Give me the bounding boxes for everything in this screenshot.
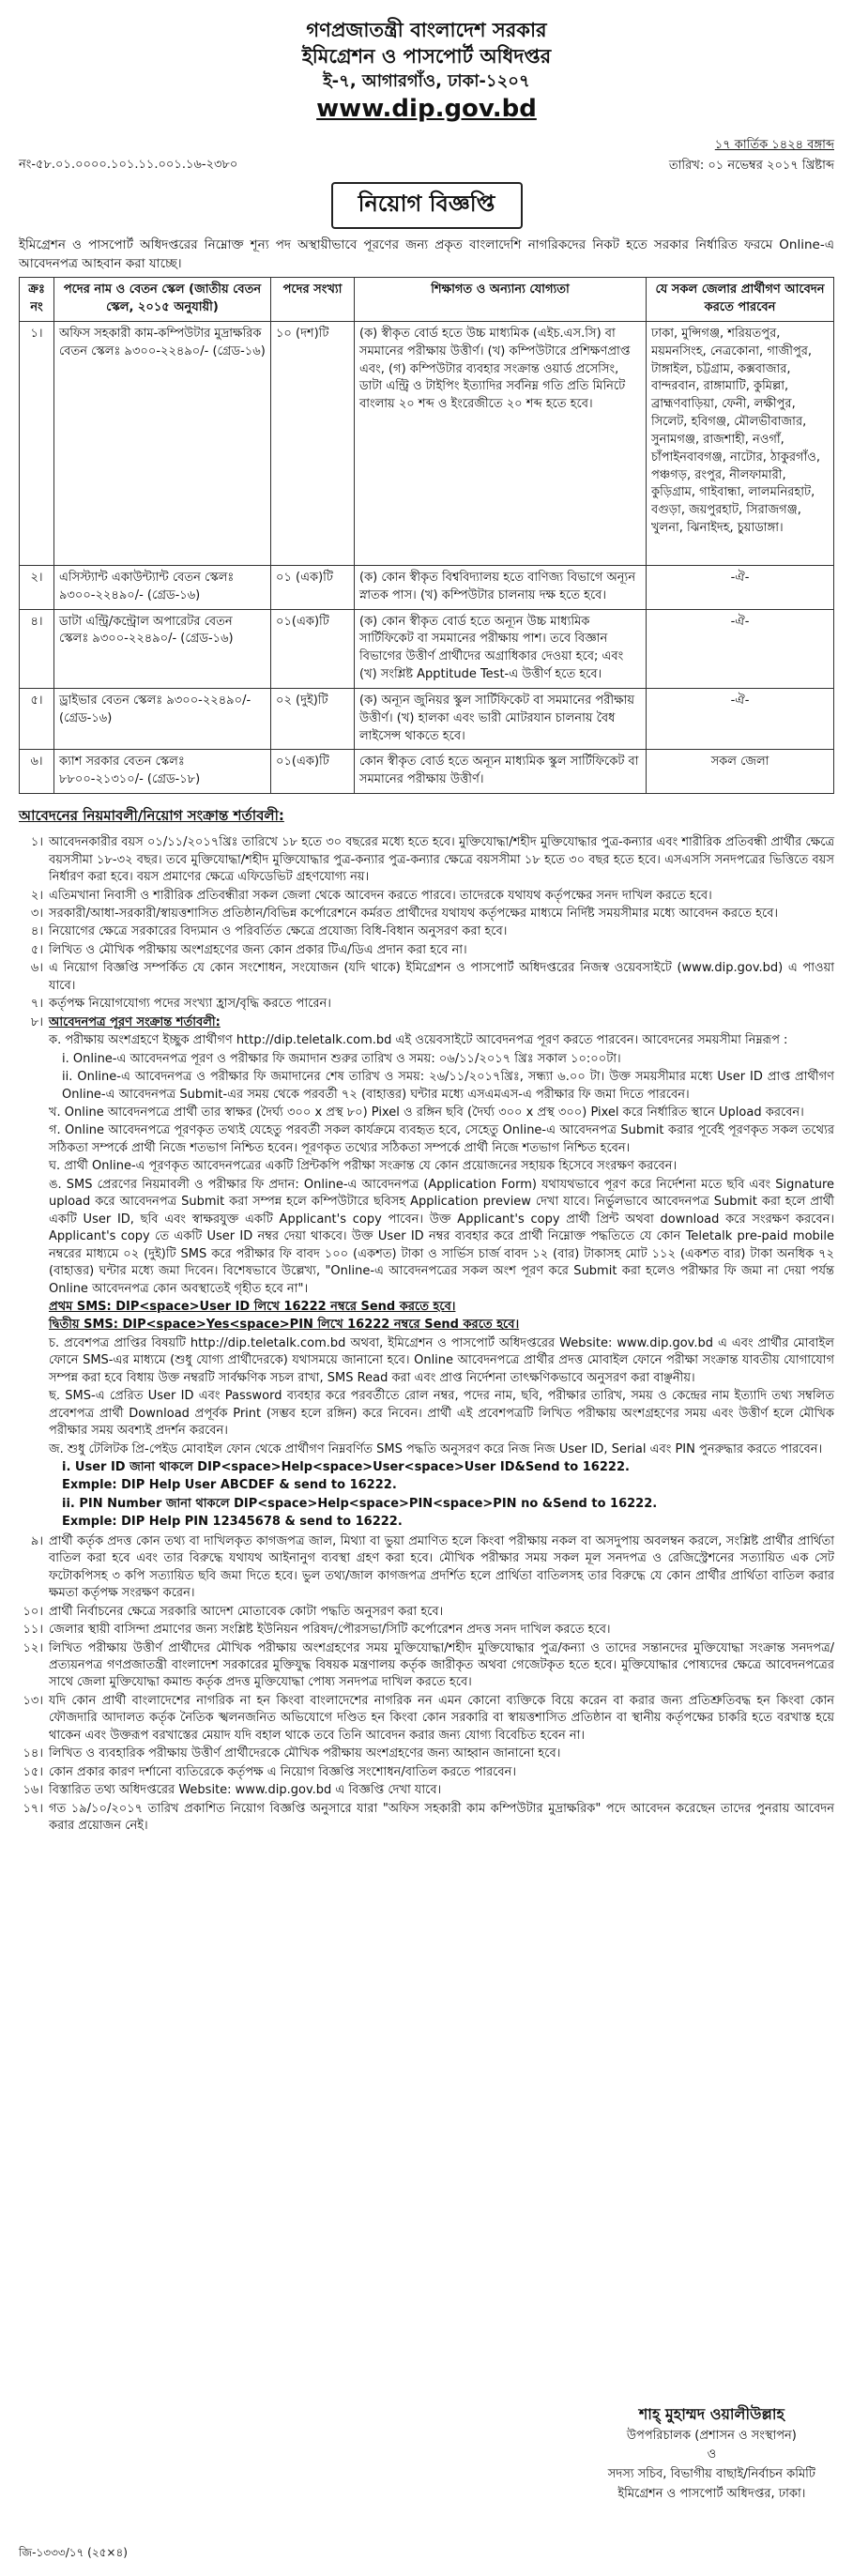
- rule-number: ১৪।: [23, 1746, 43, 1761]
- rule-text: প্রার্থী নির্বাচনের ক্ষেত্রে সরকারি আদেশ মোতাবেক কোটা পদ্ধতি অনুসরণ করা হবে।: [49, 1604, 444, 1619]
- date-gregorian: ০১ নভেম্বর ২০১৭ খ্রিষ্টাব্দ: [708, 159, 834, 174]
- rule8-kha: খ. Online আবেদনপত্রে প্রার্থী তার স্বাক্ষর (দৈর্ঘ্য ৩০০ x প্রস্থ ৮০) Pixel ও রঙ্গিন ছবি (দৈর্ঘ্য ৩০০ x প্রস্থ ৩০০) Pixel করে নির্ধারিত স্থানে Upload করবেন।: [49, 1105, 804, 1120]
- print-code: জি-১৩৩৩/১৭ (২৫×৪): [19, 2546, 128, 2559]
- rule-number: ১৫।: [23, 1764, 43, 1779]
- cell-serial: ৫।: [20, 688, 54, 750]
- rule-number: ১১।: [23, 1623, 43, 1638]
- cell-districts: -ঐ-: [647, 688, 834, 750]
- list-item: [19, 1764, 834, 1781]
- rule-number: ৯।: [30, 1533, 43, 1548]
- list-item: [19, 942, 834, 959]
- rule-number: ৭।: [30, 997, 43, 1012]
- recover-userid: i. User ID জানা থাকলে DIP<space>Help<space>User<space>User ID&Send to 16222.: [62, 1460, 630, 1475]
- cell-serial: ১।: [20, 321, 54, 565]
- list-item: [19, 1782, 834, 1799]
- rule-text: কর্তৃপক্ষ নিয়োগযোগ্য পদের সংখ্যা হ্রাস/বৃদ্ধি করতে পারেন।: [49, 997, 331, 1012]
- cell-districts: -ঐ-: [647, 565, 834, 609]
- list-item: [19, 1014, 834, 1532]
- govt-name: গণপ্রজাতন্ত্রী বাংলাদেশ সরকার: [306, 19, 547, 41]
- col-districts: যে সকল জেলার প্রার্থীগণ আবেদন করতে পারবেন: [647, 278, 834, 322]
- list-item: [19, 1604, 834, 1621]
- rule-number: ২।: [30, 888, 43, 903]
- sms-first: প্রথম SMS: DIP<space>User ID লিখে 16222 নম্বরে Send করতে হবে।: [49, 1299, 456, 1314]
- cell-qualification: কোন স্বীকৃত বোর্ড হতে অন্যূন মাধ্যমিক স্কুল সার্টিফিকেট বা সমমানের পরীক্ষায় উত্তীর্ণ।: [355, 750, 647, 794]
- rule-text: লিখিত ও মৌখিক পরীক্ষায় অংশগ্রহণের জন্য কোন প্রকার টিএ/ডিএ প্রদান করা হবে না।: [49, 942, 467, 957]
- cell-post: এসিস্ট্যান্ট একাউন্ট্যান্ট বেতন স্কেলঃ ৯৩০০-২২৪৯০/- (গ্রেড-১৬): [54, 565, 271, 609]
- rule-number: ৫।: [30, 942, 43, 957]
- rule-text: এ নিয়োগ বিজ্ঞপ্তি সম্পর্কিত যে কোন সংশোধন, সংযোজন (যদি থাকে) ইমিগ্রেশন ও পাসপোর্ট অধিদপ্তরের নিজস্ব ওয়েবসাইটে (www.dip.gov.bd) এ পাওয়া যাবে।: [49, 961, 834, 993]
- rule8-uma: ঙ. SMS প্রেরণের নিয়মাবলী ও পরীক্ষার ফি প্রদান: Online-এ আবেদনপত্র (Application Form) যথাযথভাবে পূরণ করে নির্দেশনা মতে ছবি এবং Signature upload করে আবেদনপত্র Submit করা সম্পন্ন হলে কম্পিউটারে ছবিসহ Application preview দেখা যাবে। নির্ভুলভাবে আবেদনপত্র Submit করা হলে প্রার্থী একটি User ID, ছবি এবং স্বাক্ষরযুক্ত একটি Applicant's copy পাবেন। উক্ত Applicant's copy প্রার্থী প্রিন্ট অথবা download করে সংরক্ষণ করবেন। Applicant's copy তে একটি User ID নম্বর দেয়া থাকবে। উক্ত User ID নম্বর ব্যবহার করে প্রার্থী নিম্নোক্ত পদ্ধতিতে যে কোন Teletalk pre-paid mobile নম্বরের মাধ্যমে ০২ (দুই)টি SMS করে পরীক্ষার ফি বাবদ ১০০ (একশত) টাকা ও সার্ভিস চার্জ বাবদ ১২ (বার) টাকাসহ মোট ১১২ (একশত বার) টাকা অনধিক ৭২ (বাহাত্তর) ঘন্টার মধ্যে জমা দিবেন। বিশেষভাবে উল্লেখ্য, "Online-এ আবেদনপত্রের সকল অংশ পূরণ করে Submit করা হলেও পরীক্ষার ফি জমা না দেয়া পর্যন্ত Online আবেদনপত্র কোন অবস্থাতেই গৃহীত হবে না"।: [49, 1177, 834, 1296]
- cell-post: অফিস সহকারী কাম-কম্পিউটার মুদ্রাক্ষরিক বেতন স্কেলঃ ৯৩০০-২২৪৯০/- (গ্রেড-১৬): [54, 321, 271, 565]
- cell-districts: সকল জেলা: [647, 750, 834, 794]
- reference-row: [19, 135, 834, 180]
- notice-title: নিয়োগ বিজ্ঞপ্তি: [331, 182, 523, 229]
- rule-text: আবেদনপত্র পূরণ সংক্রান্ত শর্তাবলী:: [49, 1014, 221, 1029]
- list-item: [19, 1693, 834, 1745]
- cell-count: ০১ (এক)টি: [271, 565, 355, 609]
- rule-text: এতিমখানা নিবাসী ও শারীরিক প্রতিবন্ধীরা সকল জেলা থেকে আবেদন করতে পারবে। তাদেরকে যথাযথ কর্তৃপক্ষের সনদ দাখিল করতে হবে।: [49, 888, 712, 903]
- rule-number: ১২।: [23, 1640, 43, 1655]
- rule-number: ১৩।: [23, 1693, 43, 1708]
- rule-text: প্রার্থী কর্তৃক প্রদত্ত কোন তথ্য বা দাখিলকৃত কাগজপত্র জাল, মিথ্যা বা ভুয়া প্রমাণিত হলে কিংবা পরীক্ষায় নকল বা অসদুপায় অবলম্বন করলে, সংশ্লিষ্ট প্রার্থীর প্রার্থিতা বাতিল করা হবে এবং তার বিরুদ্ধে যথাযথ আইনানুগ ব্যবস্থা গ্রহণ করা হবে। মৌখিক পরীক্ষার সময় সকল মূল সনদপত্র ও রেজিস্ট্রেশনের সত্যায়িত এক সেট ফটোকপিসহ ৩ কপি সত্যায়িত ছবি জমা দিতে হবে। ভুল তথ্য/জাল কাগজপত্র প্রদর্শিত হলে প্রার্থিতা বাতিলসহ তার বিরুদ্ধে যে কোন প্রার্থীর প্রার্থিতা বাতিল করার ক্ষমতা কর্তৃপক্ষ সংরক্ষণ করেন।: [49, 1533, 834, 1601]
- cell-serial: ৪।: [20, 609, 54, 688]
- rule-number: ১।: [30, 835, 43, 850]
- list-item: [19, 888, 834, 905]
- rule-text: আবেদনকারীর বয়স ০১/১১/২০১৭খ্রিঃ তারিখে ১৮ হতে ৩০ বছরের মধ্যে হতে হবে। মুক্তিযোদ্ধা/শহীদ মুক্তিযোদ্ধার পুত্র-কন্যার এবং শারীরিক প্রতিবন্ধী প্রার্থীর ক্ষেত্রে বয়সসীমা ১৮-৩২ বছর। তবে মুক্তিযোদ্ধা/শহীদ মুক্তিযোদ্ধার পুত্র-কন্যার পুত্র-কন্যার ক্ষেত্রে বয়সসীমা ১৮ হতে ৩০ বছর হতে হবে। এসএসসি সনদপত্রের ভিত্তিতে বয়স নির্ধারণ করা হবে। বয়স প্রমাণের ক্ষেত্রে এফিডেভিট গ্রহণযোগ্য নয়।: [49, 835, 834, 885]
- col-count: পদের সংখ্যা: [271, 278, 355, 322]
- cell-post: ক্যাশ সরকার বেতন স্কেলঃ ৮৮০০-২১৩১০/- (গ্রেড-১৮): [54, 750, 271, 794]
- list-item: [19, 834, 834, 886]
- table-row: [20, 688, 834, 750]
- cell-qualification: (ক) কোন স্বীকৃত বোর্ড হতে অন্যূন উচ্চ মাধ্যমিক সার্টিফিকেট বা সমমানের পরীক্ষায় পাশ। তবে বিজ্ঞান বিভাগের উত্তীর্ণ প্রার্থীদের অগ্রাধিকার দেওয়া হবে; এবং (খ) সংশ্লিষ্ট Apptitude Test-এ উত্তীর্ণ হতে হবে।: [355, 609, 647, 688]
- cell-districts: -ঐ-: [647, 609, 834, 688]
- rule-text: গত ১৯/১০/২০১৭ তারিখ প্রকাশিত নিয়োগ বিজ্ঞপ্তি অনুসারে যারা "অফিস সহকারী কাম কম্পিউটার মুদ্রাক্ষরিক" পদে আবেদন করেছেন তাদের পুনরায় আবেদন করার প্রয়োজন নেই।: [49, 1801, 834, 1834]
- cell-count: ০১(এক)টি: [271, 609, 355, 688]
- rule8-chha: ছ. SMS-এ প্রেরিত User ID এবং Password ব্যবহার করে পরবর্তীতে রোল নম্বর, পদের নাম, ছবি, পরীক্ষার তারিখ, সময় ও কেন্দ্রের নাম ইত্যাদি তথ্য সম্বলিত প্রবেশপত্র প্রার্থী Download প্রপূর্বক Print (সম্ভব হলে রঙ্গিন) করে নিবেন। প্রার্থী এই প্রবেশপত্রটি লিখিত পরীক্ষায় অংশগ্রহণের সময় এবং উত্তীর্ণ হলে মৌখিক পরীক্ষার সময় অবশ্যই প্রদর্শন করবেন।: [49, 1389, 834, 1439]
- signatory-conjunction: ও: [707, 2447, 717, 2462]
- rule-text: সরকারী/আধা-সরকারী/স্বায়ত্তশাসিত প্রতিষ্ঠান/বিভিন্ন কর্পোরেশনে কর্মরত প্রার্থীদের যথাযথ কর্তৃপক্ষের মাধ্যমে নির্দিষ্ট সময়সীমার মধ্যে আবেদন করতে হবে।: [49, 906, 779, 921]
- cell-districts: ঢাকা, মুন্সিগঞ্জ, শরিয়তপুর, ময়মনসিংহ, নেত্রকোনা, গাজীপুর, টাঙ্গাইল, চট্টগ্রাম, কক্সবাজার, বান্দরবান, রাঙ্গামাটি, কুমিল্লা, ব্রাহ্মণবাড়িয়া, ফেনী, লক্ষীপুর, সিলেট, হবিগঞ্জ, মৌলভীবাজার, সুনামগঞ্জ, রাজশাহী, নওগাঁ, চাঁপাইনবাবগঞ্জ, নাটোর, ঠাকুরগাঁও, পঞ্চগড়, রংপুর, নীলফামারী, কুড়িগ্রাম, গাইবান্ধা, লালমনিরহাট, বগুড়া, জয়পুরহাট, সিরাজগঞ্জ, খুলনা, ঝিনাইদহ, চুয়াডাঙ্গা।: [647, 321, 834, 565]
- department-name: ইমিগ্রেশন ও পাসপোর্ট অধিদপ্তর: [301, 45, 552, 69]
- col-serial: ক্রঃ নং: [20, 278, 54, 322]
- rule-text: যদি কোন প্রার্থী বাংলাদেশের নাগরিক না হন কিংবা বাংলাদেশের নাগরিক নন এমন কোনো ব্যক্তিকে বিয়ে করেন বা করার জন্য প্রতিশ্রুতিবদ্ধ হন কিংবা কোন ফৌজদারি আদালত কর্তৃক নৈতিক স্খলনজনিত অভিযোগে দণ্ডিত হন কিংবা কোন সরকারি বা স্বায়ত্তশাসিত প্রতিষ্ঠান বা স্থানীয় কর্তৃপক্ষের চাকরি হতে বরখাস্ত হয়ে থাকেন এবং উক্তরূপ বরখাস্তের মেয়াদ যদি বহাল থাকে তবে তিনি আবেদন করার জন্য যোগ্য বিবেচিত হবেন না।: [49, 1693, 834, 1743]
- table-row: [20, 565, 834, 609]
- cell-qualification: (ক) কোন স্বীকৃত বিশ্ববিদ্যালয় হতে বাণিজ্য বিভাগে অন্যূন স্নাতক পাস। (খ) কম্পিউটার চালনায় দক্ষ হতে হবে।: [355, 565, 647, 609]
- recover-pin-example: Exmple: DIP Help PIN 12345678 & send to 16222.: [62, 1515, 403, 1530]
- rule8-ja: জ. শুধু টেলিটক প্রি-পেইড মোবাইল ফোন থেকে প্রার্থীগণ নিম্নবর্ণিত SMS পদ্ধতি অনুসরণ করে নিজ নিজ User ID, Serial এবং PIN পুনরুদ্ধার করতে পারবেন।: [49, 1441, 823, 1456]
- list-item: [19, 906, 834, 922]
- cell-post: ড্রাইভার বেতন স্কেলঃ ৯৩০০-২২৪৯০/- (গ্রেড-১৬): [54, 688, 271, 750]
- intro-paragraph: ইমিগ্রেশন ও পাসপোর্ট অধিদপ্তরের নিম্নোক্ত শূন্য পদ অস্থায়ীভাবে পূরণের জন্য প্রকৃত বাংলাদেশি নাগরিকদের নিকট হতে সরকার নির্ধারিত ফরমে Online-এ আবেদনপত্র আহবান করা যাচ্ছে।: [19, 237, 834, 271]
- cell-serial: ২।: [20, 565, 54, 609]
- date-label: তারিখ:: [668, 159, 705, 174]
- table-header-row: [20, 278, 834, 322]
- rule-text: লিখিত ও ব্যবহারিক পরীক্ষায় উত্তীর্ণ প্রার্থীদেরকে মৌখিক পরীক্ষায় অংশগ্রহণের জন্য আহ্বান জানানো হবে।: [49, 1746, 561, 1761]
- cell-count: ০২ (দুই)টি: [271, 688, 355, 750]
- cell-serial: ৬।: [20, 750, 54, 794]
- table-row: [20, 609, 834, 688]
- signatory-office: ইমিগ্রেশন ও পাসপোর্ট অধিদপ্তর, ঢাকা।: [617, 2486, 806, 2501]
- rule-text: লিখিত পরীক্ষায় উত্তীর্ণ প্রার্থীদের মৌখিক পরীক্ষায় অংশগ্রহণের সময় মুক্তিযোদ্ধা/শহীদ মুক্তিযোদ্ধার পুত্র/কন্যা ও তাদের সন্তানদের মুক্তিযোদ্ধা সংক্রান্ত সনদপত্র/প্রত্যয়নপত্র গণপ্রজাতন্ত্রী বাংলাদেশ সরকারের মুক্তিযুদ্ধ বিষয়ক মন্ত্রণালয় কর্তৃক জারীকৃত অথবা গেজেটকৃত হতে হবে। মুক্তিযোদ্ধার পোষ্যদের ক্ষেত্রে আবেদনপত্রের সাথে জেলা মুক্তিযোদ্ধা কমান্ড কর্তৃক প্রদত্ত মুক্তিযোদ্ধা পোষ্য সনদপত্র দাখিল করতে হবে।: [49, 1640, 834, 1690]
- signatory-name: শাহ্ মুহাম্মদ ওয়ালীউল্লাহ: [638, 2405, 784, 2423]
- cell-qualification: (ক) স্বীকৃত বোর্ড হতে উচ্চ মাধ্যমিক (এইচ.এস.সি) বা সমমানের পরীক্ষায় উত্তীর্ণ। (খ) কম্পিউটারে প্রশিক্ষণপ্রাপ্ত এবং, (গ) কম্পিউটার ব্যবহার সংক্রান্ত ওয়ার্ড প্রসেসিং, ডাটা এন্ট্রি ও টাইপিং ইত্যাদির সর্বনিম্ন গতি প্রতি মিনিটে বাংলায় ২০ শব্দ ও ইংরেজীতে ২০ শব্দ হতে হবে।: [355, 321, 647, 565]
- list-item: [19, 1801, 834, 1836]
- list-item: [19, 1745, 834, 1762]
- vacancy-table: [19, 277, 834, 794]
- rule-text: নিয়োগের ক্ষেত্রে সরকারের বিদ্যমান ও পরিবর্তিত ক্ষেত্রে প্রযোজ্য বিধি-বিধান অনুসরণ করা হবে।: [49, 924, 508, 939]
- col-post: পদের নাম ও বেতন স্কেল (জাতীয় বেতন স্কেল, ২০১৫ অনুযায়ী): [54, 278, 271, 322]
- cell-qualification: (ক) অন্যূন জুনিয়র স্কুল সার্টিফিকেট বা সমমানের পরীক্ষায় উত্তীর্ণ। (খ) হালকা এবং ভারী মোটরযান চালনায় বৈধ লাইসেন্স থাকতে হবে।: [355, 688, 647, 750]
- signatory-committee: সদস্য সচিব, বিভাগীয় বাছাই/নির্বাচন কমিটি: [607, 2467, 815, 2482]
- table-row: [20, 750, 834, 794]
- rule8-ka: ক. পরীক্ষায় অংশগ্রহণে ইচ্ছুক প্রার্থীগণ http://dip.teletalk.com.bd এই ওয়েবসাইটে আবেদনপত্র পূরণ করতে পারবেন। আবেদনের সময়সীমা নিম্নরূপ :: [49, 1033, 788, 1048]
- department-website[interactable]: www.dip.gov.bd: [316, 94, 537, 123]
- col-qualification: শিক্ষাগত ও অন্যান্য যোগ্যতা: [355, 278, 647, 322]
- rules-heading: আবেদনের নিয়মাবলী/নিয়োগ সংক্রান্ত শর্তাবলী:: [19, 807, 284, 825]
- rule-number: ১৭।: [23, 1801, 43, 1816]
- rule-number: ৩।: [30, 906, 43, 921]
- recover-userid-example: Exmple: DIP Help User ABCDEF & send to 16222.: [62, 1478, 397, 1493]
- cell-post: ডাটা এন্ট্রি/কন্ট্রোল অপারেটর বেতন স্কেলঃ ৯৩০০-২২৪৯০/- (গ্রেড-১৬): [54, 609, 271, 688]
- list-item: [19, 1533, 834, 1603]
- rule-number: ১০।: [23, 1604, 43, 1619]
- rule8-cha: চ. প্রবেশপত্র প্রাপ্তির বিষয়টি http://dip.teletalk.com.bd অথবা, ইমিগ্রেশন ও পাসপোর্ট অধিদপ্তরের Website: www.dip.gov.bd এ এবং প্রার্থীর মোবাইল ফোনে SMS-এর মাধ্যমে (শুধু যোগ্য প্রার্থীদেরকে) যথাসময়ে জানানো হবে। Online আবেদনপত্রে প্রার্থীর প্রদত্ত মোবাইল ফোনে পরীক্ষা সংক্রান্ত যাবতীয় যোগাযোগ সম্পন্ন করা হবে বিধায় উক্ত নম্বরটি সার্বক্ষণিক সচল রাখা, SMS Read করা এবং প্রাপ্ত নির্দেশনা তাৎক্ষণিকভাবে অনুসরণ করা বাঞ্ছনীয়।: [49, 1335, 834, 1385]
- recover-pin: ii. PIN Number জানা থাকলে DIP<space>Help<space>PIN<space>PIN no &Send to 16222.: [62, 1496, 658, 1511]
- rule-number: ৬।: [30, 961, 43, 976]
- signatory-title: উপপরিচালক (প্রশাসন ও সংস্থাপন): [626, 2428, 797, 2443]
- rule-number: ৪।: [30, 924, 43, 939]
- list-item: [19, 1622, 834, 1639]
- rule8-start-time: i. Online-এ আবেদনপত্র পূরণ ও পরীক্ষার ফি জমাদান শুরুর তারিখ ও সময়: ০৬/১১/২০১৭ খ্রিঃ সকাল ১০:০০টা।: [62, 1051, 621, 1066]
- rule-number: ৮।: [30, 1014, 43, 1029]
- list-item: [19, 996, 834, 1013]
- notice-date: [669, 135, 834, 176]
- cell-count: ১০ (দশ)টি: [271, 321, 355, 565]
- rule-text: বিস্তারিত তথ্য অধিদপ্তরের Website: www.dip.gov.bd এ বিজ্ঞপ্তি দেখা যাবে।: [49, 1783, 442, 1798]
- rule-text: জেলার স্থায়ী বাসিন্দা প্রমাণের জন্য সংশ্লিষ্ট ইউনিয়ন পরিষদ/পৌরসভা/সিটি কর্পোরেশন প্রদত্ত সনদ দাখিল করতে হবে।: [49, 1623, 611, 1638]
- rule8-gha: ঘ. প্রার্থী Online-এ পূরণকৃত আবেদনপত্রের একটি প্রিন্টকপি পরীক্ষা সংক্রান্ত যে কোন প্রয়োজনের সহায়ক হিসেবে সংরক্ষণ করবেন।: [49, 1159, 678, 1174]
- list-item: [19, 923, 834, 940]
- department-address: ই-৭, আগারগাঁও, ঢাকা-১২০৭: [323, 70, 530, 91]
- rule-text: কোন প্রকার কারণ দর্শানো ব্যতিরেকে কর্তৃপক্ষ এ নিয়োগ বিজ্ঞপ্তি সংশোধন/বাতিল করতে পারবেন।: [49, 1764, 517, 1779]
- list-item: [19, 1640, 834, 1692]
- rule8-ga: গ. Online আবেদনপত্রে পূরণকৃত তথ্যই যেহেতু পরবর্তী সকল কার্যক্রমে ব্যবহৃত হবে, সেহেতু Online-এ আবেদনপত্র Submit করার পূর্বেই পূরণকৃত সকল তথ্যের সঠিকতা সম্পর্কে প্রার্থী নিজে শতভাগ নিশ্চিত হবেন। পূরণকৃত তথ্যের সঠিকতা সম্পর্কে প্রার্থী নিজে শতভাগ নিশ্চিত হবেন।: [49, 1123, 834, 1155]
- rules-list: [19, 834, 834, 1835]
- letterhead: [19, 17, 834, 126]
- list-item: [19, 960, 834, 995]
- rule8-end-time: ii. Online-এ আবেদনপত্র ও পরীক্ষার ফি জমাদানের শেষ তারিখ ও সময়: ২৬/১১/২০১৭খ্রিঃ, সন্ধ্যা ৬.০০ টা। উক্ত সময়সীমার মধ্যে User ID প্রাপ্ত প্রার্থীগণ Online-এ আবেদনপত্র Submit-এর সময় থেকে পরবর্তী ৭২ (বাহাত্তর) ঘন্টার মধ্যে এসএমএস-এ পরীক্ষার ফি জমা দিতে পারবেন।: [62, 1070, 834, 1102]
- cell-count: ০১(এক)টি: [271, 750, 355, 794]
- signature-block: [608, 2402, 815, 2505]
- table-row: [20, 321, 834, 565]
- sms-second: দ্বিতীয় SMS: DIP<space>Yes<space>PIN লিখে 16222 নম্বরে Send করতে হবে।: [49, 1318, 520, 1333]
- date-bangla: ১৭ কার্তিক ১৪২৪ বঙ্গাব্দ: [714, 138, 834, 153]
- rule-number: ১৬।: [23, 1783, 43, 1798]
- memo-number: নং-৫৮.০১.০০০০.১০১.১১.০০১.১৬-২৩৮০: [19, 158, 238, 173]
